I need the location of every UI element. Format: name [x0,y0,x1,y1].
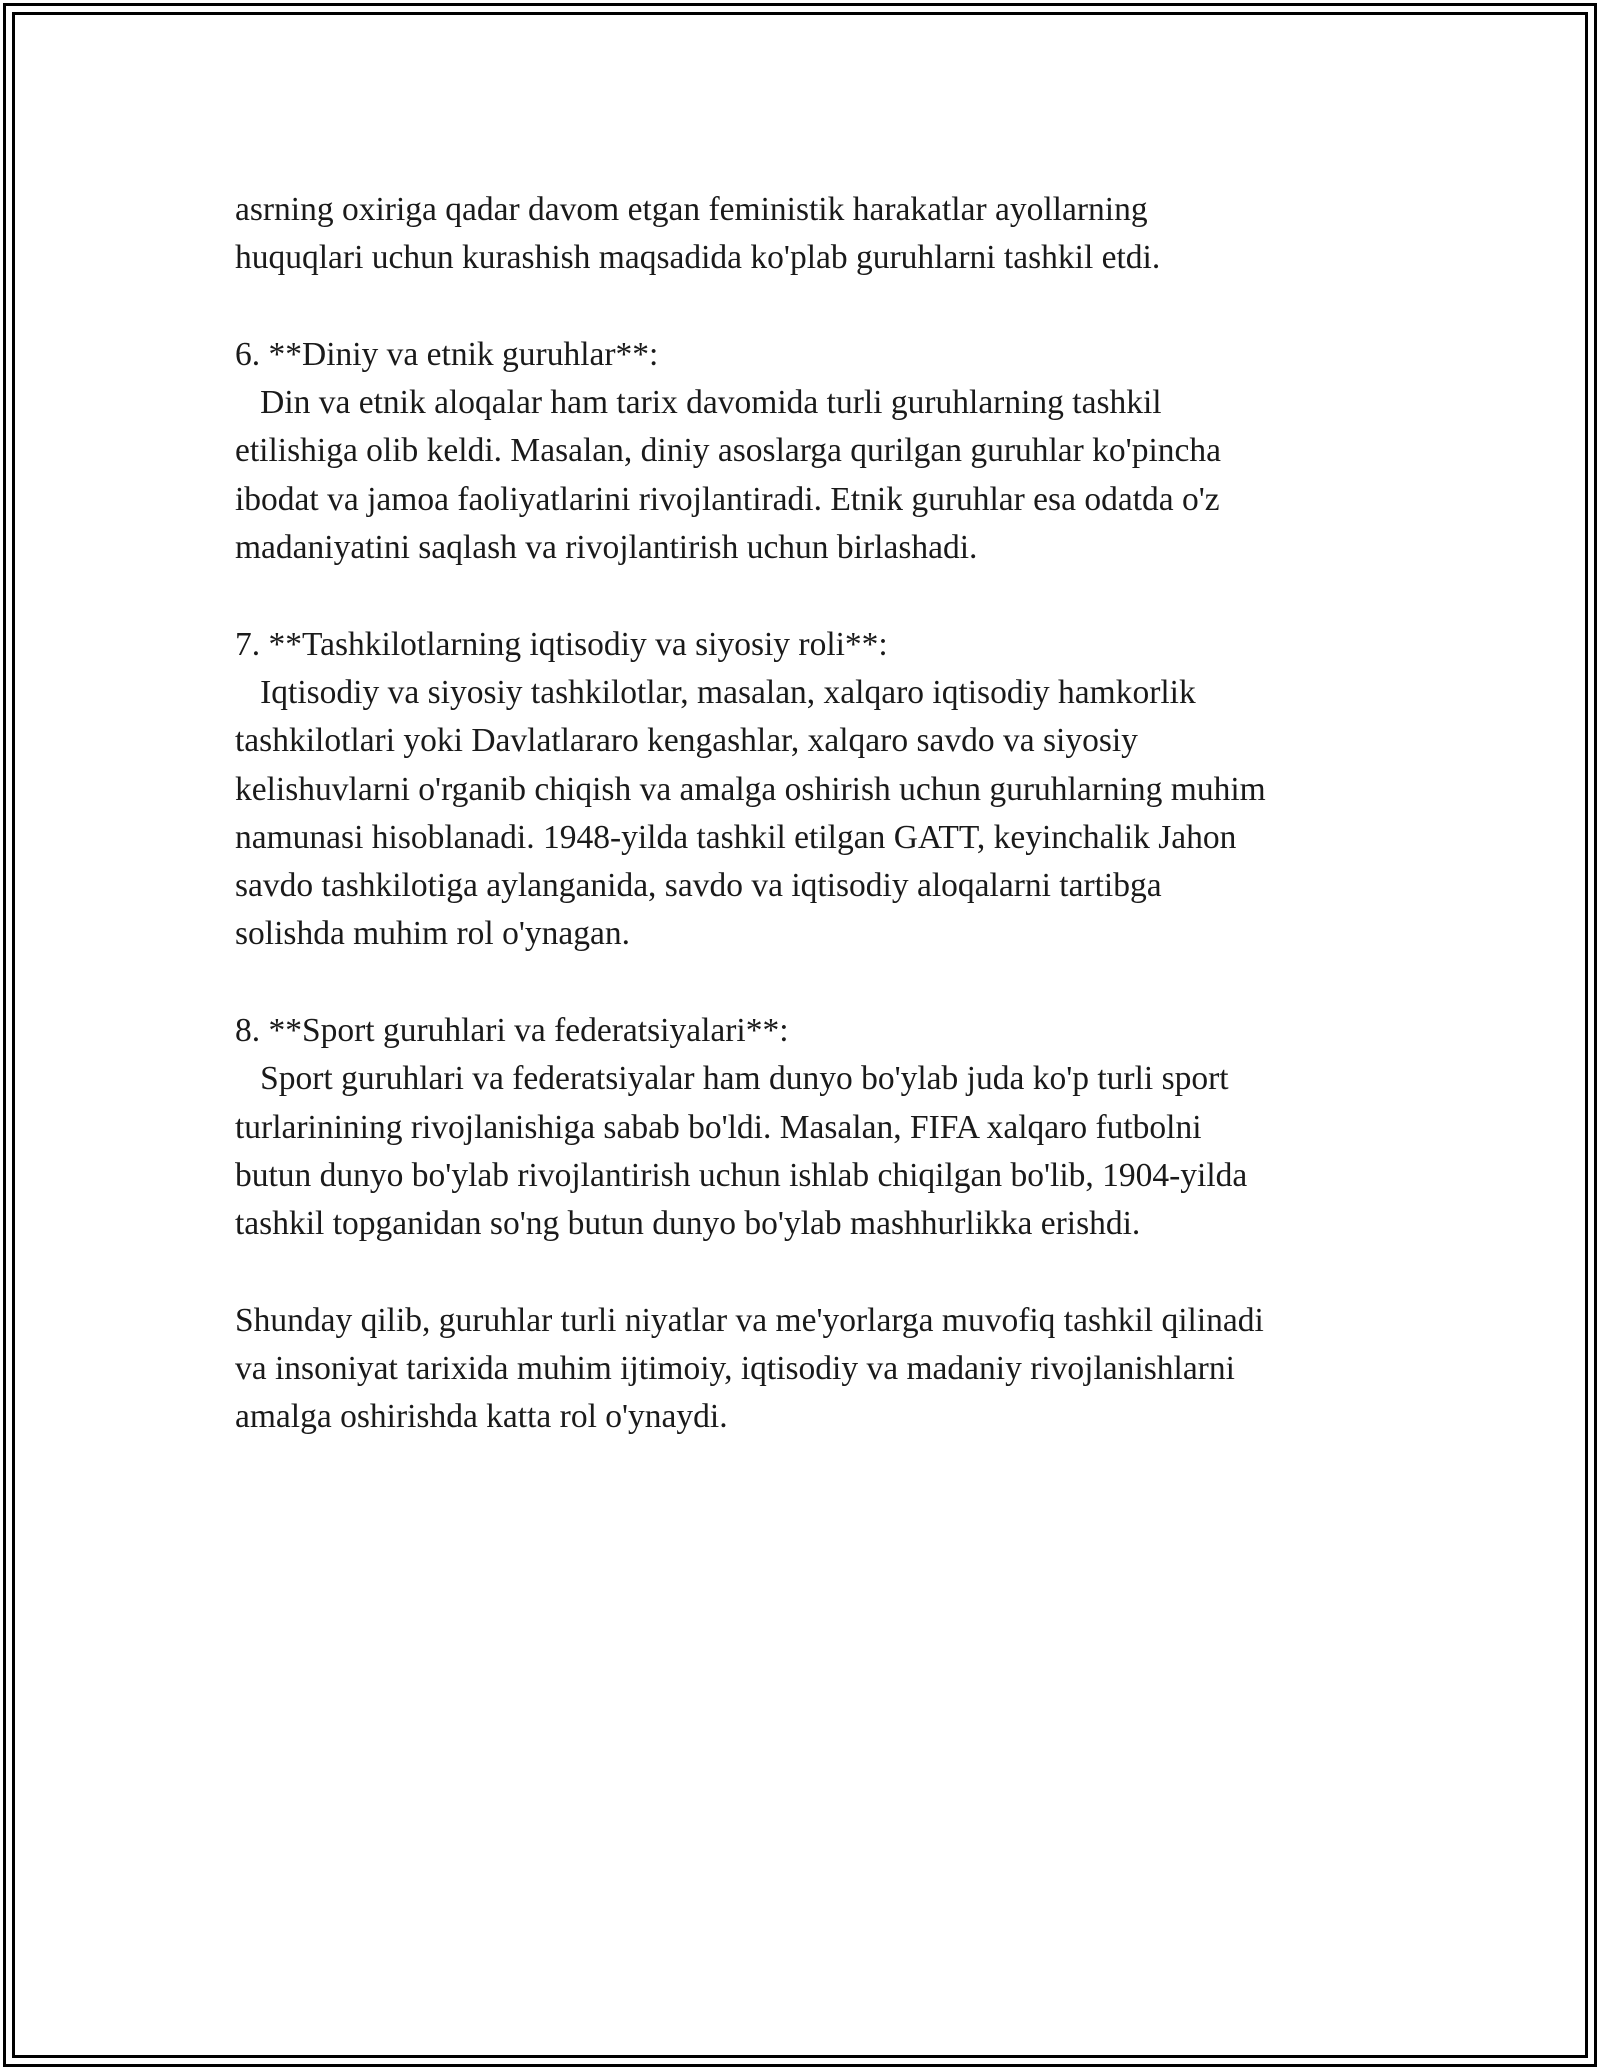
section-8 [235,1007,1415,1248]
text-line: va insoniyat tarixida muhim ijtimoiy, iqtisodiy va madaniy rivojlanishlarni [235,1350,1235,1388]
section-heading: 8. **Sport guruhlari va federatsiyalari**: [235,1012,789,1050]
section-heading: 7. **Tashkilotlarning iqtisodiy va siyosiy roli**: [235,625,888,663]
text-line: namunasi hisoblanadi. 1948-yilda tashkil etilgan GATT, keyinchalik Jahon [235,818,1237,856]
text-line: tashkilotlari yoki Davlatlararo kengashlar, xalqaro savdo va siyosiy [235,722,1138,760]
paragraph-gap [235,572,1415,620]
text-line: huquqlari uchun kurashish maqsadida ko'plab guruhlarni tashkil etdi. [235,239,1161,277]
document-body [235,186,1415,1442]
text-line: Din va etnik aloqalar ham tarix davomida turli guruhlarning tashkil [235,384,1162,422]
section-heading: 6. **Diniy va etnik guruhlar**: [235,335,659,373]
section-6 [235,331,1415,572]
text-line: butun dunyo bo'ylab rivojlantirish uchun ishlab chiqilgan bo'lib, 1904-yilda [235,1156,1248,1194]
text-line: Iqtisodiy va siyosiy tashkilotlar, masalan, xalqaro iqtisodiy hamkorlik [235,673,1196,711]
text-line: Shunday qilib, guruhlar turli niyatlar va me'yorlarga muvofiq tashkil qilinadi [235,1301,1264,1339]
conclusion-paragraph [235,1297,1415,1442]
text-line: savdo tashkilotiga aylanganida, savdo va iqtisodiy aloqalarni tartibga [235,867,1162,905]
text-line: amalga oshirishda katta rol o'ynaydi. [235,1398,728,1436]
text-line: asrning oxiriga qadar davom etgan feministik harakatlar ayollarning [235,191,1148,228]
paragraph-gap [235,283,1415,331]
section-7 [235,621,1415,959]
paragraph-gap [235,1249,1415,1297]
intro-paragraph [235,186,1415,283]
text-line: Sport guruhlari va federatsiyalar ham dunyo bo'ylab juda ko'p turli sport [235,1060,1229,1098]
text-line: etilishiga olib keldi. Masalan, diniy asoslarga qurilgan guruhlar ko'pincha [235,432,1222,470]
text-line: solishda muhim rol o'ynagan. [235,915,630,953]
text-line: madaniyatini saqlash va rivojlantirish uchun birlashadi. [235,529,978,567]
text-line: turlarinining rivojlanishiga sabab bo'ldi. Masalan, FIFA xalqaro futbolni [235,1108,1202,1146]
text-line: kelishuvlarni o'rganib chiqish va amalga oshirish uchun guruhlarning muhim [235,770,1266,808]
paragraph-gap [235,959,1415,1007]
text-line: tashkil topganidan so'ng butun dunyo bo'ylab mashhurlikka erishdi. [235,1205,1141,1243]
text-line: ibodat va jamoa faoliyatlarini rivojlantiradi. Etnik guruhlar esa odatda o'z [235,480,1220,518]
